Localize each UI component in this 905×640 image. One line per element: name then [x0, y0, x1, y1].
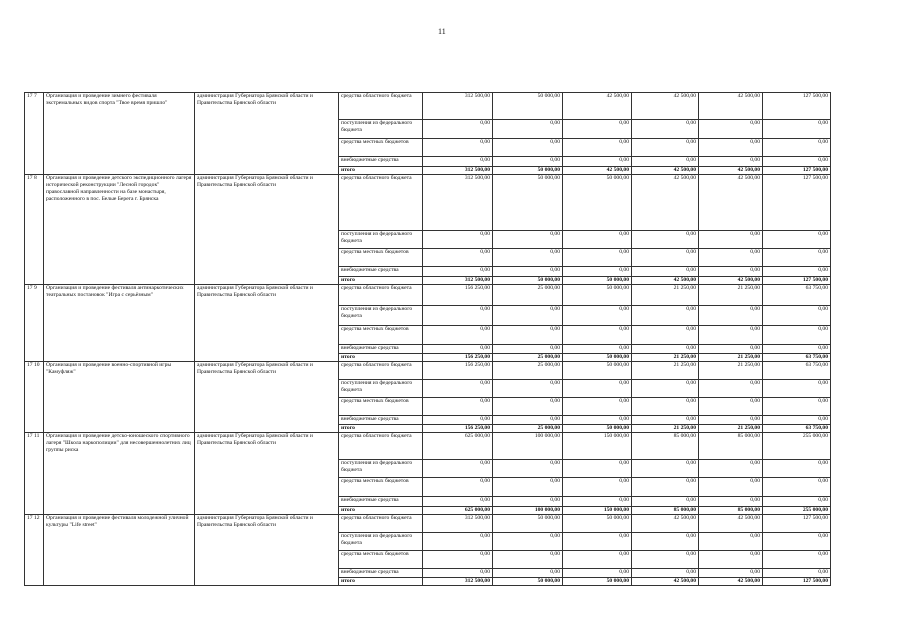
amount-cell: 42 500,00 [632, 175, 699, 231]
amount-cell: 312 500,00 [423, 277, 493, 285]
amount-cell: 0,00 [632, 139, 699, 157]
amount-cell: 21 250,00 [699, 362, 763, 380]
funding-source: поступления из федерального бюджета [339, 533, 423, 551]
funding-source: внебюджетные средства [339, 267, 423, 277]
amount-cell: 255 000,00 [763, 507, 831, 515]
amount-cell: 0,00 [493, 120, 563, 139]
amount-cell: 0,00 [493, 551, 563, 569]
funding-source: итого [339, 425, 423, 433]
funding-source: внебюджетные средства [339, 497, 423, 507]
amount-cell: 0,00 [423, 497, 493, 507]
table-row [25, 515, 831, 533]
amount-cell: 85 000,00 [699, 507, 763, 515]
amount-cell: 50 000,00 [493, 515, 563, 533]
funding-source: итого [339, 167, 423, 175]
amount-cell: 0,00 [763, 497, 831, 507]
amount-cell: 63 750,00 [763, 354, 831, 362]
amount-cell: 0,00 [763, 416, 831, 425]
funding-source: средства областного бюджета [339, 93, 423, 120]
funding-source: средства местных бюджетов [339, 551, 423, 569]
amount-cell: 127 500,00 [763, 93, 831, 120]
amount-cell: 0,00 [632, 345, 699, 354]
amount-cell: 255 000,00 [763, 433, 831, 460]
amount-cell: 127 500,00 [763, 175, 831, 231]
page-number: 11 [438, 27, 446, 36]
amount-cell: 50 000,00 [493, 93, 563, 120]
amount-cell: 63 750,00 [763, 425, 831, 433]
amount-cell: 0,00 [563, 380, 632, 398]
event-name: Организация и проведение фестиваля антинаркотических театральных постановок "Игра с серьёзным" [44, 285, 195, 362]
amount-cell: 21 250,00 [699, 285, 763, 306]
amount-cell: 85 000,00 [699, 433, 763, 460]
amount-cell: 25 000,00 [493, 425, 563, 433]
amount-cell: 0,00 [763, 157, 831, 167]
table-body [25, 93, 831, 586]
amount-cell: 0,00 [493, 569, 563, 578]
amount-cell: 50 000,00 [563, 425, 632, 433]
amount-cell: 312 500,00 [423, 175, 493, 231]
amount-cell: 0,00 [699, 478, 763, 497]
amount-cell: 0,00 [423, 380, 493, 398]
amount-cell: 0,00 [563, 249, 632, 267]
amount-cell: 0,00 [563, 120, 632, 139]
executor-name: администрация Губернатора Брянской области и Правительства Брянской области [195, 515, 339, 586]
funding-source: средства местных бюджетов [339, 139, 423, 157]
amount-cell: 0,00 [763, 345, 831, 354]
amount-cell: 0,00 [632, 497, 699, 507]
amount-cell: 0,00 [493, 478, 563, 497]
funding-source: поступления из федерального бюджета [339, 120, 423, 139]
amount-cell: 0,00 [563, 398, 632, 416]
table-row [25, 175, 831, 231]
amount-cell: 0,00 [763, 478, 831, 497]
amount-cell: 21 250,00 [632, 362, 699, 380]
amount-cell: 0,00 [493, 416, 563, 425]
amount-cell: 0,00 [423, 306, 493, 326]
amount-cell: 0,00 [699, 533, 763, 551]
amount-cell: 0,00 [632, 478, 699, 497]
amount-cell: 127 500,00 [763, 515, 831, 533]
funding-source: внебюджетные средства [339, 569, 423, 578]
amount-cell: 42 500,00 [632, 277, 699, 285]
amount-cell: 42 500,00 [699, 167, 763, 175]
funding-source: средства областного бюджета [339, 362, 423, 380]
amount-cell: 0,00 [493, 497, 563, 507]
row-number: 17 7 [25, 93, 44, 175]
amount-cell: 0,00 [563, 497, 632, 507]
executor-name: администрация Губернатора Брянской области и Правительства Брянской области [195, 433, 339, 515]
amount-cell: 25 000,00 [493, 285, 563, 306]
amount-cell: 0,00 [763, 460, 831, 478]
funding-source: внебюджетные средства [339, 345, 423, 354]
amount-cell: 0,00 [763, 267, 831, 277]
amount-cell: 0,00 [423, 120, 493, 139]
funding-source: средства местных бюджетов [339, 326, 423, 345]
amount-cell: 625 000,00 [423, 433, 493, 460]
amount-cell: 0,00 [493, 380, 563, 398]
amount-cell: 50 000,00 [493, 175, 563, 231]
amount-cell: 0,00 [423, 551, 493, 569]
amount-cell: 0,00 [763, 551, 831, 569]
amount-cell: 312 500,00 [423, 578, 493, 586]
amount-cell: 0,00 [699, 380, 763, 398]
amount-cell: 100 000,00 [493, 433, 563, 460]
amount-cell: 156 250,00 [423, 425, 493, 433]
amount-cell: 127 500,00 [763, 277, 831, 285]
amount-cell: 0,00 [699, 497, 763, 507]
amount-cell: 0,00 [763, 326, 831, 345]
amount-cell: 312 500,00 [423, 515, 493, 533]
funding-source: поступления из федерального бюджета [339, 380, 423, 398]
amount-cell: 156 250,00 [423, 362, 493, 380]
amount-cell: 21 250,00 [699, 425, 763, 433]
amount-cell: 0,00 [763, 306, 831, 326]
row-number: 17 11 [25, 433, 44, 515]
amount-cell: 0,00 [699, 231, 763, 249]
funding-source: итого [339, 277, 423, 285]
executor-name: администрация Губернатора Брянской области и Правительства Брянской области [195, 93, 339, 175]
amount-cell: 0,00 [632, 569, 699, 578]
amount-cell: 0,00 [493, 345, 563, 354]
row-number: 17 10 [25, 362, 44, 433]
amount-cell: 0,00 [423, 139, 493, 157]
amount-cell: 25 000,00 [493, 354, 563, 362]
amount-cell: 42 500,00 [632, 578, 699, 586]
amount-cell: 25 000,00 [493, 362, 563, 380]
amount-cell: 0,00 [493, 267, 563, 277]
amount-cell: 0,00 [423, 460, 493, 478]
amount-cell: 42 500,00 [699, 578, 763, 586]
amount-cell: 0,00 [563, 416, 632, 425]
amount-cell: 0,00 [763, 139, 831, 157]
funding-source: средства местных бюджетов [339, 478, 423, 497]
amount-cell: 0,00 [563, 157, 632, 167]
amount-cell: 0,00 [423, 416, 493, 425]
amount-cell: 0,00 [632, 533, 699, 551]
amount-cell: 0,00 [423, 569, 493, 578]
amount-cell: 127 500,00 [763, 167, 831, 175]
amount-cell: 50 000,00 [563, 362, 632, 380]
amount-cell: 0,00 [699, 120, 763, 139]
amount-cell: 0,00 [763, 398, 831, 416]
amount-cell: 312 500,00 [423, 93, 493, 120]
funding-source: средства областного бюджета [339, 433, 423, 460]
amount-cell: 0,00 [493, 157, 563, 167]
amount-cell: 42 500,00 [632, 167, 699, 175]
amount-cell: 0,00 [632, 460, 699, 478]
amount-cell: 50 000,00 [563, 175, 632, 231]
amount-cell: 0,00 [423, 533, 493, 551]
executor-name: администрация Губернатора Брянской области и Правительства Брянской области [195, 362, 339, 433]
amount-cell: 42 500,00 [632, 515, 699, 533]
amount-cell: 0,00 [632, 231, 699, 249]
row-number: 17 12 [25, 515, 44, 586]
funding-source: средства местных бюджетов [339, 249, 423, 267]
row-number: 17 9 [25, 285, 44, 362]
amount-cell: 0,00 [632, 398, 699, 416]
amount-cell: 0,00 [699, 306, 763, 326]
amount-cell: 0,00 [699, 326, 763, 345]
amount-cell: 0,00 [699, 551, 763, 569]
amount-cell: 50 000,00 [563, 515, 632, 533]
amount-cell: 21 250,00 [632, 425, 699, 433]
amount-cell: 0,00 [423, 157, 493, 167]
event-name: Организация и проведение детского экспедиционного лагеря исторической реконструкции "Лесной городок" православной направленности на базе монастыря, расположенного в пос. Белые Берега г. Брянска [44, 175, 195, 285]
amount-cell: 0,00 [699, 569, 763, 578]
amount-cell: 42 500,00 [699, 175, 763, 231]
amount-cell: 0,00 [699, 267, 763, 277]
amount-cell: 312 500,00 [423, 167, 493, 175]
amount-cell: 0,00 [699, 139, 763, 157]
event-name: Организация и проведение фестиваля молодежной уличной культуры "Life street" [44, 515, 195, 586]
funding-source: поступления из федерального бюджета [339, 460, 423, 478]
amount-cell: 156 250,00 [423, 354, 493, 362]
amount-cell: 50 000,00 [563, 578, 632, 586]
amount-cell: 0,00 [563, 267, 632, 277]
amount-cell: 0,00 [563, 551, 632, 569]
amount-cell: 0,00 [563, 231, 632, 249]
budget-table [24, 92, 831, 586]
amount-cell: 150 000,00 [563, 507, 632, 515]
amount-cell: 0,00 [493, 460, 563, 478]
amount-cell: 0,00 [493, 533, 563, 551]
funding-source: средства областного бюджета [339, 175, 423, 231]
amount-cell: 0,00 [632, 306, 699, 326]
amount-cell: 0,00 [699, 157, 763, 167]
amount-cell: 150 000,00 [563, 433, 632, 460]
amount-cell: 50 000,00 [563, 285, 632, 306]
amount-cell: 21 250,00 [699, 354, 763, 362]
amount-cell: 0,00 [763, 533, 831, 551]
amount-cell: 42 500,00 [699, 515, 763, 533]
amount-cell: 0,00 [763, 249, 831, 267]
amount-cell: 0,00 [423, 398, 493, 416]
amount-cell: 0,00 [632, 157, 699, 167]
amount-cell: 100 000,00 [493, 507, 563, 515]
amount-cell: 0,00 [493, 231, 563, 249]
amount-cell: 0,00 [493, 139, 563, 157]
amount-cell: 0,00 [632, 380, 699, 398]
amount-cell: 42 500,00 [563, 167, 632, 175]
amount-cell: 0,00 [423, 267, 493, 277]
amount-cell: 0,00 [493, 398, 563, 416]
amount-cell: 0,00 [423, 249, 493, 267]
amount-cell: 0,00 [699, 460, 763, 478]
funding-source: поступления из федерального бюджета [339, 231, 423, 249]
amount-cell: 21 250,00 [632, 285, 699, 306]
amount-cell: 0,00 [563, 326, 632, 345]
amount-cell: 0,00 [493, 249, 563, 267]
amount-cell: 85 000,00 [632, 433, 699, 460]
funding-source: внебюджетные средства [339, 416, 423, 425]
amount-cell: 50 000,00 [493, 167, 563, 175]
amount-cell: 0,00 [699, 416, 763, 425]
funding-source: итого [339, 507, 423, 515]
amount-cell: 0,00 [632, 120, 699, 139]
table-row [25, 433, 831, 460]
amount-cell: 50 000,00 [563, 277, 632, 285]
amount-cell: 50 000,00 [563, 354, 632, 362]
row-number: 17 8 [25, 175, 44, 285]
amount-cell: 42 500,00 [699, 277, 763, 285]
funding-source: средства местных бюджетов [339, 398, 423, 416]
amount-cell: 0,00 [563, 569, 632, 578]
table-row [25, 285, 831, 306]
amount-cell: 0,00 [493, 326, 563, 345]
amount-cell: 0,00 [423, 478, 493, 497]
amount-cell: 0,00 [563, 306, 632, 326]
amount-cell: 0,00 [699, 249, 763, 267]
amount-cell: 0,00 [632, 551, 699, 569]
amount-cell: 0,00 [563, 139, 632, 157]
amount-cell: 0,00 [699, 398, 763, 416]
amount-cell: 0,00 [563, 345, 632, 354]
funding-source: внебюджетные средства [339, 157, 423, 167]
event-name: Организация и проведение военно-спортивной игры "Камуфляж" [44, 362, 195, 433]
amount-cell: 625 000,00 [423, 507, 493, 515]
funding-source: итого [339, 578, 423, 586]
amount-cell: 0,00 [493, 306, 563, 326]
amount-cell: 0,00 [632, 267, 699, 277]
amount-cell: 0,00 [423, 345, 493, 354]
amount-cell: 0,00 [632, 249, 699, 267]
amount-cell: 0,00 [563, 478, 632, 497]
amount-cell: 21 250,00 [632, 354, 699, 362]
funding-source: средства областного бюджета [339, 285, 423, 306]
amount-cell: 0,00 [632, 416, 699, 425]
amount-cell: 50 000,00 [493, 277, 563, 285]
event-name: Организация и проведение детско-юношеского спортивного лагеря "Школа наркополиции" для несовершеннолетних лиц группы риска [44, 433, 195, 515]
funding-source: поступления из федерального бюджета [339, 306, 423, 326]
funding-source: итого [339, 354, 423, 362]
amount-cell: 42 500,00 [632, 93, 699, 120]
amount-cell: 0,00 [763, 380, 831, 398]
amount-cell: 0,00 [632, 326, 699, 345]
executor-name: администрация Губернатора Брянской области и Правительства Брянской области [195, 285, 339, 362]
amount-cell: 0,00 [763, 120, 831, 139]
table-row [25, 362, 831, 380]
funding-source: средства областного бюджета [339, 515, 423, 533]
amount-cell: 0,00 [563, 533, 632, 551]
amount-cell: 0,00 [699, 345, 763, 354]
amount-cell: 156 250,00 [423, 285, 493, 306]
amount-cell: 0,00 [423, 231, 493, 249]
amount-cell: 0,00 [763, 231, 831, 249]
event-name: Организация и проведение зимнего фестиваля экстремальных видов спорта "Твое время пришло" [44, 93, 195, 175]
amount-cell: 0,00 [563, 460, 632, 478]
amount-cell: 42 500,00 [563, 93, 632, 120]
amount-cell: 0,00 [423, 326, 493, 345]
amount-cell: 85 000,00 [632, 507, 699, 515]
amount-cell: 50 000,00 [493, 578, 563, 586]
amount-cell: 63 750,00 [763, 362, 831, 380]
executor-name: администрация Губернатора Брянской области и Правительства Брянской области [195, 175, 339, 285]
amount-cell: 42 500,00 [699, 93, 763, 120]
table-row [25, 93, 831, 120]
amount-cell: 127 500,00 [763, 578, 831, 586]
amount-cell: 63 750,00 [763, 285, 831, 306]
amount-cell: 0,00 [763, 569, 831, 578]
